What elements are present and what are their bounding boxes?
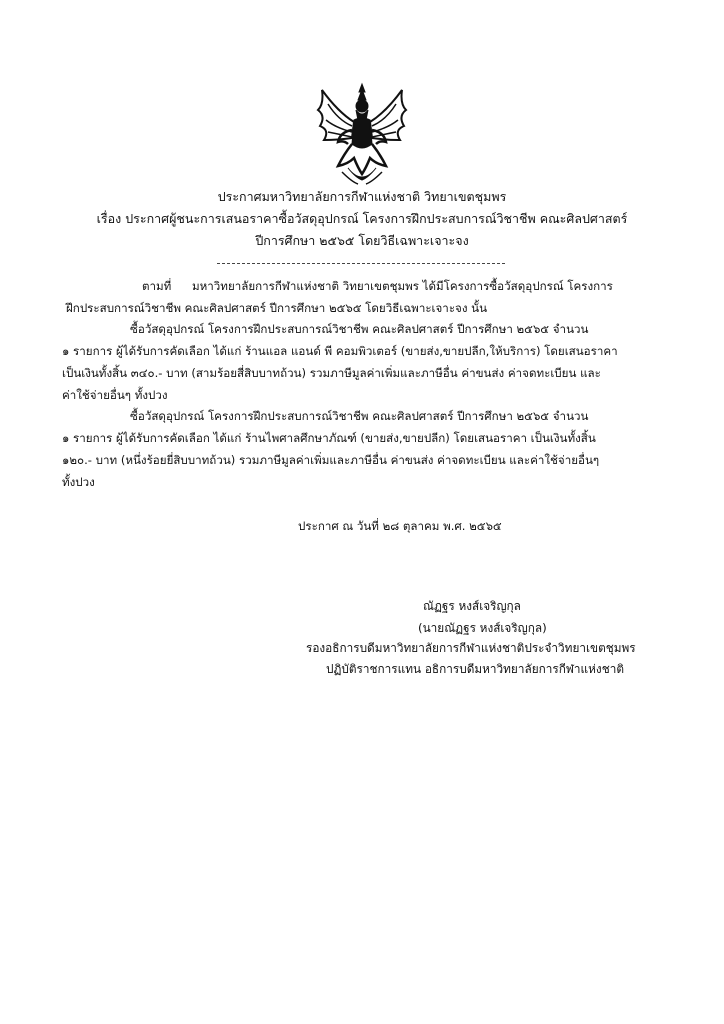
intro-text: มหาวิทยาลัยการกีฬาแห่งชาติ วิทยาเขตชุมพร ได้มีโครงการซื้อวัสดุอุปกรณ์ โครงการ	[192, 279, 613, 293]
para2-line3: ๑๒๐.- บาท (หนึ่งร้อยยี่สิบบาทถ้วน) รวมภาษีมูลค่าเพิ่มและภาษีอื่น ค่าขนส่ง ค่าจดทะเบียน และค่าใช้จ่ายอื่นๆ	[62, 453, 600, 467]
announce-date: ประกาศ ณ วันที่ ๒๘ ตุลาคม พ.ศ. ๒๕๖๕	[298, 519, 502, 533]
printed-name: (นายณัฏฐร หงส์เจริญกุล)	[418, 621, 547, 635]
signer-acting-position: ปฏิบัติราชการแทน อธิการบดีมหาวิทยาลัยการกีฬาแห่งชาติ	[326, 662, 624, 676]
signer-position: รองอธิการบดีมหาวิทยาลัยการกีฬาแห่งชาติประจำวิทยาเขตชุมพร	[306, 641, 636, 655]
announcement-subject-year: ปีการศึกษา ๒๕๖๕ โดยวิธีเฉพาะเจาะจง	[255, 233, 469, 248]
signed-name: ณัฏฐร หงส์เจริญกุล	[423, 599, 521, 613]
para1-line1: ซื้อวัสดุอุปกรณ์ โครงการฝึกประสบการณ์วิชาชีพ คณะศิลปศาสตร์ ปีการศึกษา ๒๕๖๕ จำนวน	[130, 322, 589, 336]
announcement-title: ประกาศมหาวิทยาลัยการกีฬาแห่งชาติ วิทยาเขตชุมพร	[217, 189, 507, 204]
announcement-subject: เรื่อง ประกาศผู้ชนะการเสนอราคาซื้อวัสดุอุปกรณ์ โครงการฝึกประสบการณ์วิชาชีพ คณะศิลปศาสตร์	[96, 211, 628, 226]
para2-line1: ซื้อวัสดุอุปกรณ์ โครงการฝึกประสบการณ์วิชาชีพ คณะศิลปศาสตร์ ปีการศึกษา ๒๕๖๕ จำนวน	[130, 409, 589, 423]
para1-line3: เป็นเงินทั้งสิ้น ๓๔๐.- บาท (สามร้อยสี่สิบบาทถ้วน) รวมภาษีมูลค่าเพิ่มและภาษีอื่น ค่าขนส่ง ค่าจดทะเบียน และ	[62, 366, 601, 380]
intro-label: ตามที่	[142, 279, 172, 293]
intro-text-line2: ฝึกประสบการณ์วิชาชีพ คณะศิลปศาสตร์ ปีการศึกษา ๒๕๖๕ โดยวิธีเฉพาะเจาะจง นั้น	[66, 301, 488, 315]
para2-line2: ๑ รายการ ผู้ได้รับการคัดเลือก ได้แก่ ร้านไพศาลศึกษาภัณฑ์ (ขายส่ง,ขายปลีก) โดยเสนอราคา เป็นเงินทั้งสิ้น	[62, 431, 596, 445]
garuda-emblem-icon	[308, 82, 416, 190]
header-divider	[217, 263, 505, 264]
para1-line2: ๑ รายการ ผู้ได้รับการคัดเลือก ได้แก่ ร้านแอล แอนด์ พี คอมพิวเตอร์ (ขายส่ง,ขายปลีก,ให้บริการ) โดยเสนอราคา	[62, 344, 618, 358]
para1-line4: ค่าใช้จ่ายอื่นๆ ทั้งปวง	[62, 388, 168, 402]
para2-line4: ทั้งปวง	[62, 475, 95, 489]
